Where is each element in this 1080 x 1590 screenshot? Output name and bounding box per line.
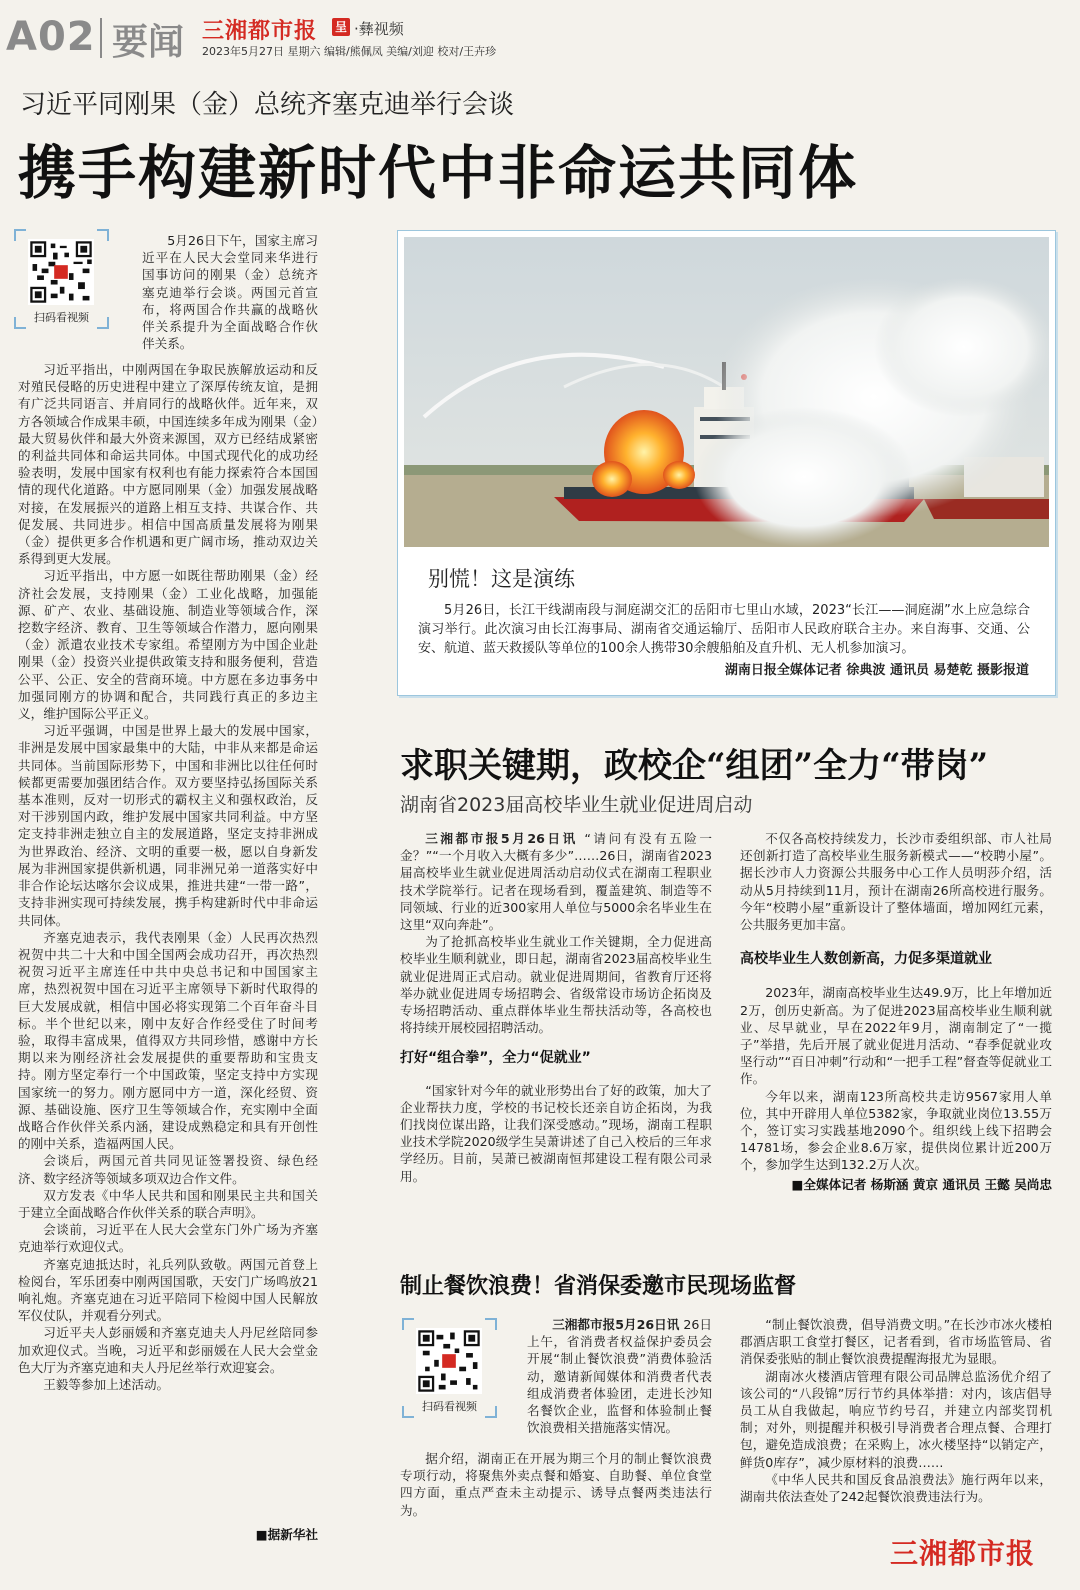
photo-story bbox=[397, 230, 1056, 696]
food-column-left bbox=[400, 1450, 712, 1519]
lead-article-body bbox=[18, 361, 318, 1527]
job-byline: ■全媒体记者 杨斯涵 黄京 通讯员 王懿 吴尚忠 bbox=[791, 1176, 1052, 1192]
caption-text: 5月26日，长江干线湖南段与洞庭湖交汇的岳阳市七里山水域，2023“长江——洞庭湖”水上应急综合演习举行。此次演习由长江海事局、湖南省交通运输厅、岳阳市人民政府联合主办。来自海事、交通、公安、航道、蓝天救援队等单位的100余人携带30余艘船舶及直升机、无人机参加演习。 bbox=[418, 603, 1030, 656]
photo-caption bbox=[418, 601, 1030, 658]
section-title: 要闻 bbox=[112, 21, 185, 63]
page-number: A02 bbox=[6, 14, 96, 60]
job-subhead: 高校毕业生人数创新高，力促多渠道就业 bbox=[740, 951, 992, 968]
paragraph: 习近平夫人彭丽媛和齐塞克迪夫人丹尼丝陪同参加欢迎仪式。当晚，习近平和彭丽媛在人民大会堂金色大厅为齐塞克迪和夫人丹尼丝举行欢迎宴会。 bbox=[18, 1325, 318, 1375]
paragraph: 2023年，湖南高校毕业生达49.9万，比上年增加近2万，创历史新高。为了促进2023届高校毕业生顺利就业、尽早就业，早在2022年9月，湖南制定了“一揽子”举措，先后开展了就业促进月活动、“春季促就业攻坚行动”“百日冲刺”行动和“一把手工程”督查等促就业工作。 bbox=[740, 985, 1052, 1087]
qr-label: 扫码看视频 bbox=[422, 1400, 477, 1413]
paragraph: 湖南冰火楼酒店管理有限公司品牌总监汤优介绍了该公司的“八段锦”厉行节约具体举措：对内，该店倡导员工从自我做起，响应节约号召，并建立内部奖罚机制；对外，则提醒并积极引导消费者合理点餐、合理打包，避免造成浪费；在采购上，冰火楼坚持“以销定产，鲜货0库存”，减少原材料的浪费…… bbox=[740, 1368, 1052, 1470]
lead-intro bbox=[142, 232, 318, 352]
qr-video-block[interactable] bbox=[14, 229, 109, 329]
lead-kicker: 习近平同刚果（金）总统齐塞克迪举行会谈 bbox=[20, 90, 515, 120]
newspaper-logo: 三湘都市报 bbox=[202, 18, 318, 44]
photo-title: 别慌！这是演练 bbox=[428, 567, 575, 591]
paragraph: “国家针对今年的就业形势出台了好的政策，加大了企业帮扶力度，学校的书记校长还亲自访企拓岗，为我们找岗位谋出路，让我们深受感动。”现场，湖南工程职业技术学院2020级学生吴萧讲述了自己入校后的三年求学经历。目前，吴萧已被湖南恒邦建设工程有限公司录用。 bbox=[400, 1082, 712, 1184]
job-column-left bbox=[400, 830, 712, 1185]
job-subheadline: 湖南省2023届高校毕业生就业促进周启动 bbox=[400, 794, 753, 816]
header-divider bbox=[100, 18, 102, 58]
qr-code-icon[interactable] bbox=[416, 1328, 482, 1394]
paragraph bbox=[527, 1316, 712, 1436]
food-lead bbox=[527, 1316, 712, 1438]
footer-logo: 三湘都市报 bbox=[886, 1532, 1039, 1572]
paragraph: 双方发表《中华人民共和国和刚果民主共和国关于建立全面战略合作伙伴关系的联合声明》。 bbox=[18, 1187, 318, 1220]
food-column-right bbox=[740, 1316, 1052, 1524]
paragraph: 会谈前，习近平在人民大会堂东门外广场为齐塞克迪举行欢迎仪式。 bbox=[18, 1222, 318, 1255]
photo-credit: 湖南日报全媒体记者 徐典波 通讯员 易楚乾 摄影报道 bbox=[724, 663, 1029, 678]
dateline: 三湘都市报5月26日讯 bbox=[425, 831, 578, 846]
paragraph: 会谈后，两国元首共同见证签署投资、绿色经济、数字经济等领域多项双边合作文件。 bbox=[18, 1153, 318, 1186]
video-brand-label: ·彝视频 bbox=[354, 20, 404, 38]
paragraph: 习近平指出，中方愿一如既往帮助刚果（金）经济社会发展，支持刚果（金）工业化战略，加强能源、矿产、农业、基础设施、制造业等领域合作，深挖数字经济、教育、卫生等领域合作潜力，愿向刚果（金）派遣农业技术专家组。希望刚方为中国企业赴刚果（金）投资兴业提供政策支持和服务便利，营造公平、公正、安全的营商环境。中方愿在多边事务中加强同刚方的协调和配合，共同践行真正的多边主义，维护国际公平正义。 bbox=[18, 568, 318, 722]
drill-photo bbox=[404, 237, 1049, 547]
issue-info: 2023年5月27日 星期六 编辑/熊佩凤 美编/刘迎 校对/王卉珍 bbox=[202, 45, 497, 58]
paragraph: 齐塞克迪抵达时，礼兵列队致敬。两国元首登上检阅台，军乐团奏中刚两国国歌，天安门广场鸣放21响礼炮。齐塞克迪在习近平陪同下检阅中国人民解放军仪仗队，并观看分列式。 bbox=[18, 1256, 318, 1324]
paragraph: 齐塞克迪表示，我代表刚果（金）人民再次热烈祝贺中共二十大和中国全国两会成功召开，再次热烈祝贺习近平主席连任中共中央总书记和中国国家主席，热烈祝贺中国在习近平主席领导下新时代取得的巨大发展成就，相信中国必将实现第二个百年奋斗目标。半个世纪以来，刚中友好合作经受住了时间考验，取得丰富成果，值得双方共同珍惜，感谢中方长期以来为刚经济社会发展提供的重要帮助和宝贵支持。刚方坚定奉行一个中国政策，坚定支持中方实现国家统一的努力。刚方愿同中方一道，深化经贸、资源、基础设施、医疗卫生等领域合作，充实刚中全面战略合作伙伴关系内涵，建设成熟稳定和具有开创性的刚中关系，造福两国人民。 bbox=[18, 929, 318, 1152]
paragraph: 不仅各高校持续发力，长沙市委组织部、市人社局还创新打造了高校毕业生服务新模式——“校聘小屋”。据长沙市人力资源公共服务中心工作人员明莎介绍，活动从5月持续到11月，预计在湖南26所高校进行服务。今年“校聘小屋”重新设计了整体墙面，增加网红元素，公共服务更加丰富。 bbox=[740, 831, 1052, 933]
paragraph: 为了抢抓高校毕业生就业工作关键期，全力促进高校毕业生顺利就业，即日起，湖南省2023届高校毕业生就业促进周正式启动。就业促进周期间，省教育厅还将举办就业促进周专场招聘会、省级常设市场访企拓岗及专场招聘活动、重点群体毕业生帮扶活动等，各高校也将持续开展校园招聘活动。 bbox=[400, 934, 712, 1036]
paragraph: 《中华人民共和国反食品浪费法》施行两年以来，湖南共依法查处了242起餐饮浪费违法行为。 bbox=[740, 1471, 1052, 1505]
job-subhead: 打好“组合拳”，全力“促就业” bbox=[400, 1050, 591, 1067]
qr-code-icon[interactable] bbox=[28, 239, 94, 305]
dateline: 三湘都市报5月26日讯 bbox=[552, 1317, 680, 1332]
paragraph-text: “请问有没有五险一金？”“一个月收入大概有多少”……26日，湖南省2023届高校毕业生就业促进周活动启动仪式在湖南工程职业技术学院举行。记者在现场看到，覆盖建筑、制造等不同领域、行业的近300家用人单位与5000余名毕业生在这里“双向奔赴”。 bbox=[400, 831, 712, 933]
lead-source: ■据新华社 bbox=[255, 1527, 318, 1542]
paragraph-text: 26日上午，省消费者权益保护委员会开展“制止餐饮浪费”消费体验活动，邀请新闻媒体和消费者代表组成消费者体验团，走进长沙知名餐饮企业，监督和体验制止餐饮浪费相关措施落实情况。 bbox=[527, 1317, 712, 1436]
job-headline: 求职关键期，政校企“组团”全力“带岗” bbox=[400, 746, 989, 786]
lead-headline: 携手构建新时代中非命运共同体 bbox=[18, 139, 859, 207]
food-headline: 制止餐饮浪费！省消保委邀市民现场监督 bbox=[400, 1273, 797, 1299]
paragraph: 今年以来，湖南123所高校共走访9567家用人单位，其中开辟用人单位5382家，争取就业岗位13.55万个，签订实习实践基地2090个。组织线上线下招聘会14781场，参会企业8.6万家，提供岗位累计近200万个，参加学生达到132.2万人次。 bbox=[740, 1088, 1052, 1173]
qr-label: 扫码看视频 bbox=[34, 311, 89, 324]
paragraph: 习近平强调，中国是世界上最大的发展中国家，非洲是发展中国家最集中的大陆，中非从来都是命运共同体。当前国际形势下，中国和非洲比以往任何时候都更需要加强团结合作。双方要坚持弘扬国际关系基本准则，反对一切形式的霸权主义和强权政治，反对干涉别国内政，维护发展中国家共同利益。中方坚定支持非洲走独立自主的发展道路，坚定支持非洲成为世界政治、经济、文明的重要一极，愿以自身新发展为非洲国家提供新机遇，同非洲兄弟一道落实好中非合作论坛达喀尔会议成果，推进共建“一带一路”，支持非洲实现可持续发展，携手构建新时代中非命运共同体。 bbox=[18, 723, 318, 928]
paragraph: 5月26日下午，国家主席习近平在人民大会堂同来华进行国事访问的刚果（金）总统齐塞克迪举行会谈。两国元首宣布，将两国合作共赢的战略伙伴关系提升为全面战略合作伙伴关系。 bbox=[142, 233, 318, 352]
paragraph: 据介绍，湖南正在开展为期三个月的制止餐饮浪费专项行动，将聚焦外卖点餐和婚宴、自助餐、单位食堂四方面，重点严查未主动提示、诱导点餐两类违法行为。 bbox=[400, 1451, 712, 1518]
paragraph: 习近平指出，中刚两国在争取民族解放运动和反对殖民侵略的历史进程中建立了深厚传统友谊，是拥有广泛共同语言、并肩同行的战略伙伴。近年来，双方各领域合作成果丰硕，中国连续多年成为刚果（金）最大贸易伙伴和最大外资来源国，双方已经结成紧密的利益共同体和命运共同体。中国式现代化的成功经验表明，发展中国家有权利也有能力探索符合本国国情的现代化道路。中方愿同刚果（金）加强发展战略对接，在发展振兴的道路上相互支持、共谋合作、共促发展、共同进步。相信中国高质量发展将为刚果（金）提供更多合作机遇和更广阔市场，推动双边关系得到更大发展。 bbox=[18, 362, 318, 567]
paragraph: 王毅等参加上述活动。 bbox=[43, 1376, 170, 1392]
job-column-right bbox=[740, 830, 1052, 1193]
qr-video-block[interactable] bbox=[402, 1318, 497, 1418]
paragraph: “制止餐饮浪费，倡导消费文明。”在长沙市冰火楼柏郡酒店职工食堂打餐区，记者看到，省市场监管局、省消保委张贴的制止餐饮浪费提醒海报尤为显眼。 bbox=[740, 1317, 1052, 1367]
paragraph bbox=[400, 830, 712, 933]
video-brand-icon: 呈 bbox=[332, 18, 350, 36]
